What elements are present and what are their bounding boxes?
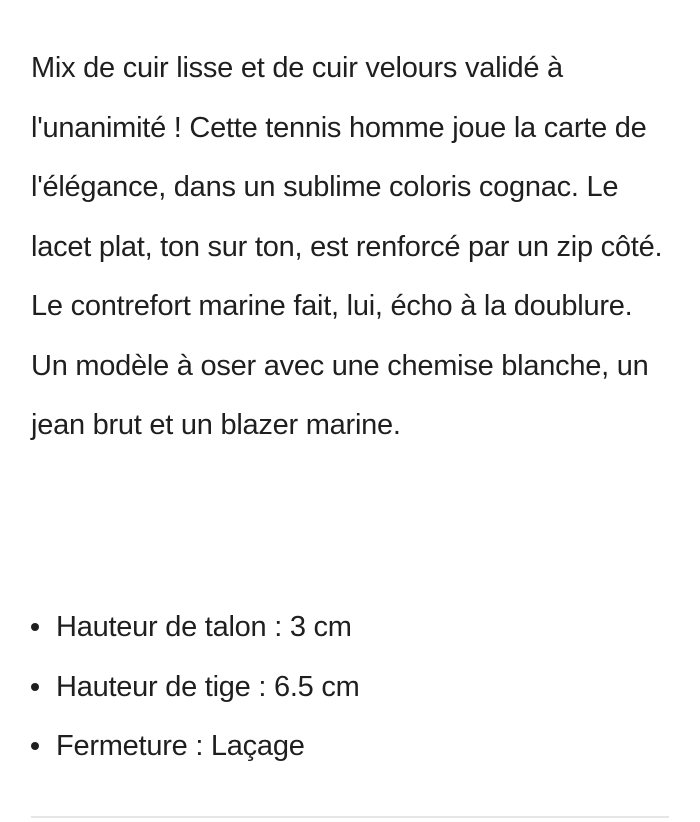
- section-divider: [31, 816, 669, 818]
- feature-text: Hauteur de tige : 6.5 cm: [56, 670, 360, 703]
- bullet-icon: [31, 683, 39, 691]
- product-description-section: [31, 39, 671, 762]
- product-features-list: [31, 598, 671, 777]
- feature-item-shaft-height: [31, 658, 671, 718]
- product-description-text: Mix de cuir lisse et de cuir velours validé à l'unanimité ! Cette tennis homme joue la carte de l'élégance, dans un sublime coloris cognac. Le lacet plat, ton sur ton, est renforcé par un zip côté. Le contrefort marine fait, lui, écho à la doublure. Un modèle à oser avec une chemise blanche, un jean brut et un blazer marine.: [31, 52, 663, 441]
- feature-text: Hauteur de talon : 3 cm: [56, 611, 352, 643]
- bullet-icon: [31, 623, 39, 631]
- bullet-icon: [31, 742, 39, 750]
- feature-item-heel-height: [31, 598, 671, 658]
- feature-item-closure: [31, 717, 671, 777]
- feature-text: Fermeture : Laçage: [56, 730, 305, 762]
